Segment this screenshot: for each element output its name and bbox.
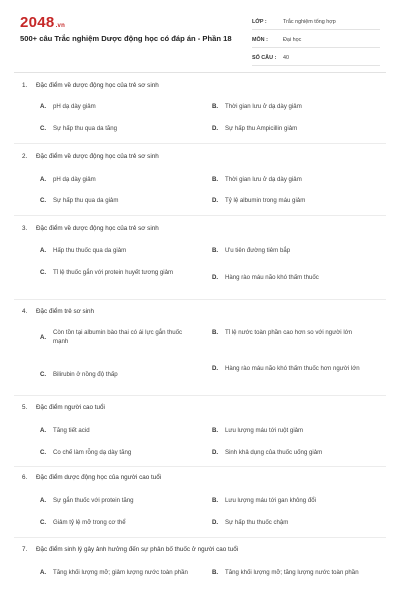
- question-text: Đặc điểm về dược động học của trẻ sơ sinh: [36, 82, 159, 89]
- option-b[interactable]: [212, 496, 372, 505]
- option-letter: A.: [40, 103, 47, 110]
- option-a[interactable]: [40, 175, 200, 184]
- option-d[interactable]: [212, 518, 372, 527]
- question-title: [22, 472, 382, 484]
- option-d[interactable]: [212, 196, 372, 205]
- option-b[interactable]: [212, 246, 372, 255]
- question-text: Đặc điểm dược động học của người cao tuổi: [36, 474, 162, 481]
- question-number: 1.: [22, 82, 28, 89]
- question-text: Đặc điểm về dược động học của trẻ sơ sinh: [36, 225, 159, 232]
- option-text: Hàng rào máu não khó thấm thuốc hơn người lớn: [225, 365, 360, 372]
- option-letter: D.: [212, 365, 219, 372]
- option-text: Tỉ lệ thuốc gắn với protein huyết tương giảm: [53, 269, 174, 276]
- option-a[interactable]: [40, 568, 195, 577]
- option-text: Sự gắn thuốc với protein tăng: [53, 497, 134, 504]
- site-logo[interactable]: [20, 14, 65, 31]
- option-text: Ưu tiên đường tiêm bắp: [225, 247, 291, 254]
- meta-label: LỚP :: [252, 18, 267, 25]
- question-text: Đặc điểm sinh lý gây ảnh hưởng đến sự phân bố thuốc ở người cao tuổi: [36, 546, 239, 553]
- question-number: 3.: [22, 225, 28, 232]
- option-text: Hàng rào máu não khó thấm thuốc: [225, 274, 319, 281]
- option-d[interactable]: [212, 364, 377, 373]
- option-letter: C.: [40, 125, 47, 132]
- option-text: Tăng khối lượng mỡ; tăng lượng nước toàn phần: [225, 569, 359, 576]
- question-number: 4.: [22, 308, 28, 315]
- option-c[interactable]: [40, 124, 200, 133]
- option-letter: C.: [40, 269, 47, 276]
- question-divider: [14, 143, 386, 144]
- page-header: [0, 0, 400, 74]
- option-letter: C.: [40, 197, 47, 204]
- question-title: [22, 402, 382, 414]
- option-text: Hấp thu thuốc qua da giảm: [53, 247, 127, 254]
- option-a[interactable]: [40, 246, 200, 255]
- option-text: Giảm tỷ lệ mỡ trong cơ thể: [53, 519, 126, 526]
- question-title: [22, 544, 382, 556]
- question-2: [22, 151, 382, 163]
- option-text: Lưu lượng máu tới gan không đổi: [225, 497, 317, 504]
- question-3: [22, 223, 382, 235]
- option-b[interactable]: [212, 568, 380, 577]
- option-letter: A.: [40, 497, 47, 504]
- question-number: 5.: [22, 404, 28, 411]
- option-c[interactable]: [40, 268, 190, 277]
- option-letter: C.: [40, 519, 47, 526]
- option-text: Sự hấp thu thuốc chậm: [225, 519, 289, 526]
- option-letter: B.: [212, 329, 219, 336]
- option-text: Sự hấp thu Ampicillin giảm: [225, 125, 298, 132]
- question-divider: [14, 466, 386, 467]
- question-number: 7.: [22, 546, 28, 553]
- option-text: Tăng khối lượng mỡ; giảm lượng nước toàn phần: [53, 569, 188, 576]
- option-letter: D.: [212, 519, 219, 526]
- question-text: Đặc điểm người cao tuổi: [36, 404, 105, 411]
- option-letter: B.: [212, 427, 219, 434]
- option-text: Thời gian lưu ở dạ dày giảm: [225, 176, 302, 183]
- option-d[interactable]: [212, 448, 372, 457]
- option-text: Tỉ lệ nước toàn phần cao hơn so với người lớn: [225, 329, 353, 336]
- option-letter: A.: [40, 333, 47, 341]
- option-letter: B.: [212, 569, 219, 576]
- option-a[interactable]: [40, 496, 200, 505]
- option-text: Tăng tiết acid: [53, 427, 90, 434]
- question-text: Đặc điểm về dược động học của trẻ sơ sinh: [36, 153, 159, 160]
- question-divider: [14, 299, 386, 300]
- option-letter: B.: [212, 497, 219, 504]
- option-letter: A.: [40, 569, 47, 576]
- option-d[interactable]: [212, 124, 372, 133]
- option-c[interactable]: [40, 196, 200, 205]
- option-c[interactable]: [40, 518, 200, 527]
- option-text: Sự hấp thu qua da tăng: [53, 125, 118, 132]
- page-title: 500+ câu Trắc nghiệm Dược động học có đáp án - Phần 18: [20, 34, 232, 43]
- question-divider: [14, 537, 386, 538]
- option-a[interactable]: [40, 102, 200, 111]
- option-letter: D.: [212, 449, 219, 456]
- logo-text: 2048: [20, 14, 55, 31]
- option-text: Còn tồn tại albumin bào thai có ái lực gắn thuốc mạnh: [53, 329, 183, 345]
- header-divider: [14, 72, 386, 73]
- option-text: Co chế làm rỗng dạ dày tăng: [53, 449, 132, 456]
- option-letter: A.: [40, 176, 47, 183]
- option-text: Bilirubin ở nồng độ thấp: [53, 371, 118, 378]
- meta-value: Đại học: [283, 36, 302, 43]
- option-text: pH dạ dày giảm: [53, 176, 96, 183]
- option-letter: B.: [212, 103, 219, 110]
- meta-row-count: [252, 50, 380, 66]
- option-letter: A.: [40, 247, 47, 254]
- question-title: [22, 80, 382, 92]
- question-title: [22, 306, 382, 318]
- option-text: Tỷ lệ albumin trong máu giảm: [225, 197, 306, 204]
- meta-row-class: [252, 14, 380, 30]
- question-divider: [14, 395, 386, 396]
- option-letter: D.: [212, 197, 219, 204]
- logo-suffix: .vn: [55, 23, 66, 29]
- question-title: [22, 151, 382, 163]
- meta-row-subject: [252, 32, 380, 48]
- option-text: Lưu lượng máu tới ruột giảm: [225, 427, 304, 434]
- question-6: [22, 472, 382, 484]
- option-b[interactable]: [212, 328, 380, 337]
- option-a[interactable]: [40, 426, 200, 435]
- option-b[interactable]: [212, 175, 372, 184]
- option-letter: B.: [212, 247, 219, 254]
- meta-value: 40: [283, 54, 289, 61]
- question-number: 2.: [22, 153, 28, 160]
- meta-value: Trắc nghiệm tổng hợp: [283, 18, 336, 25]
- question-title: [22, 223, 382, 235]
- option-c[interactable]: [40, 370, 200, 379]
- option-text: Sự hấp thu qua da giảm: [53, 197, 119, 204]
- question-7: [22, 544, 382, 556]
- option-letter: D.: [212, 274, 219, 281]
- meta-label: MÔN :: [252, 36, 268, 43]
- option-a[interactable]: [40, 328, 195, 346]
- question-1: [22, 80, 382, 92]
- question-5: [22, 402, 382, 414]
- option-b[interactable]: [212, 102, 372, 111]
- option-c[interactable]: [40, 448, 200, 457]
- question-text: Đặc điểm trẻ sơ sinh: [36, 308, 95, 315]
- option-letter: D.: [212, 125, 219, 132]
- option-letter: C.: [40, 371, 47, 378]
- option-letter: A.: [40, 427, 47, 434]
- option-text: pH dạ dày giảm: [53, 103, 96, 110]
- option-text: Thời gian lưu ở dạ dày giảm: [225, 103, 302, 110]
- option-b[interactable]: [212, 426, 372, 435]
- option-d[interactable]: [212, 273, 372, 282]
- question-number: 6.: [22, 474, 28, 481]
- option-letter: C.: [40, 449, 47, 456]
- question-divider: [14, 215, 386, 216]
- option-text: Sinh khả dụng của thuốc uống giảm: [225, 449, 323, 456]
- meta-label: SỐ CÂU :: [252, 54, 277, 61]
- question-4: [22, 306, 382, 318]
- meta-info: [252, 14, 380, 68]
- option-letter: B.: [212, 176, 219, 183]
